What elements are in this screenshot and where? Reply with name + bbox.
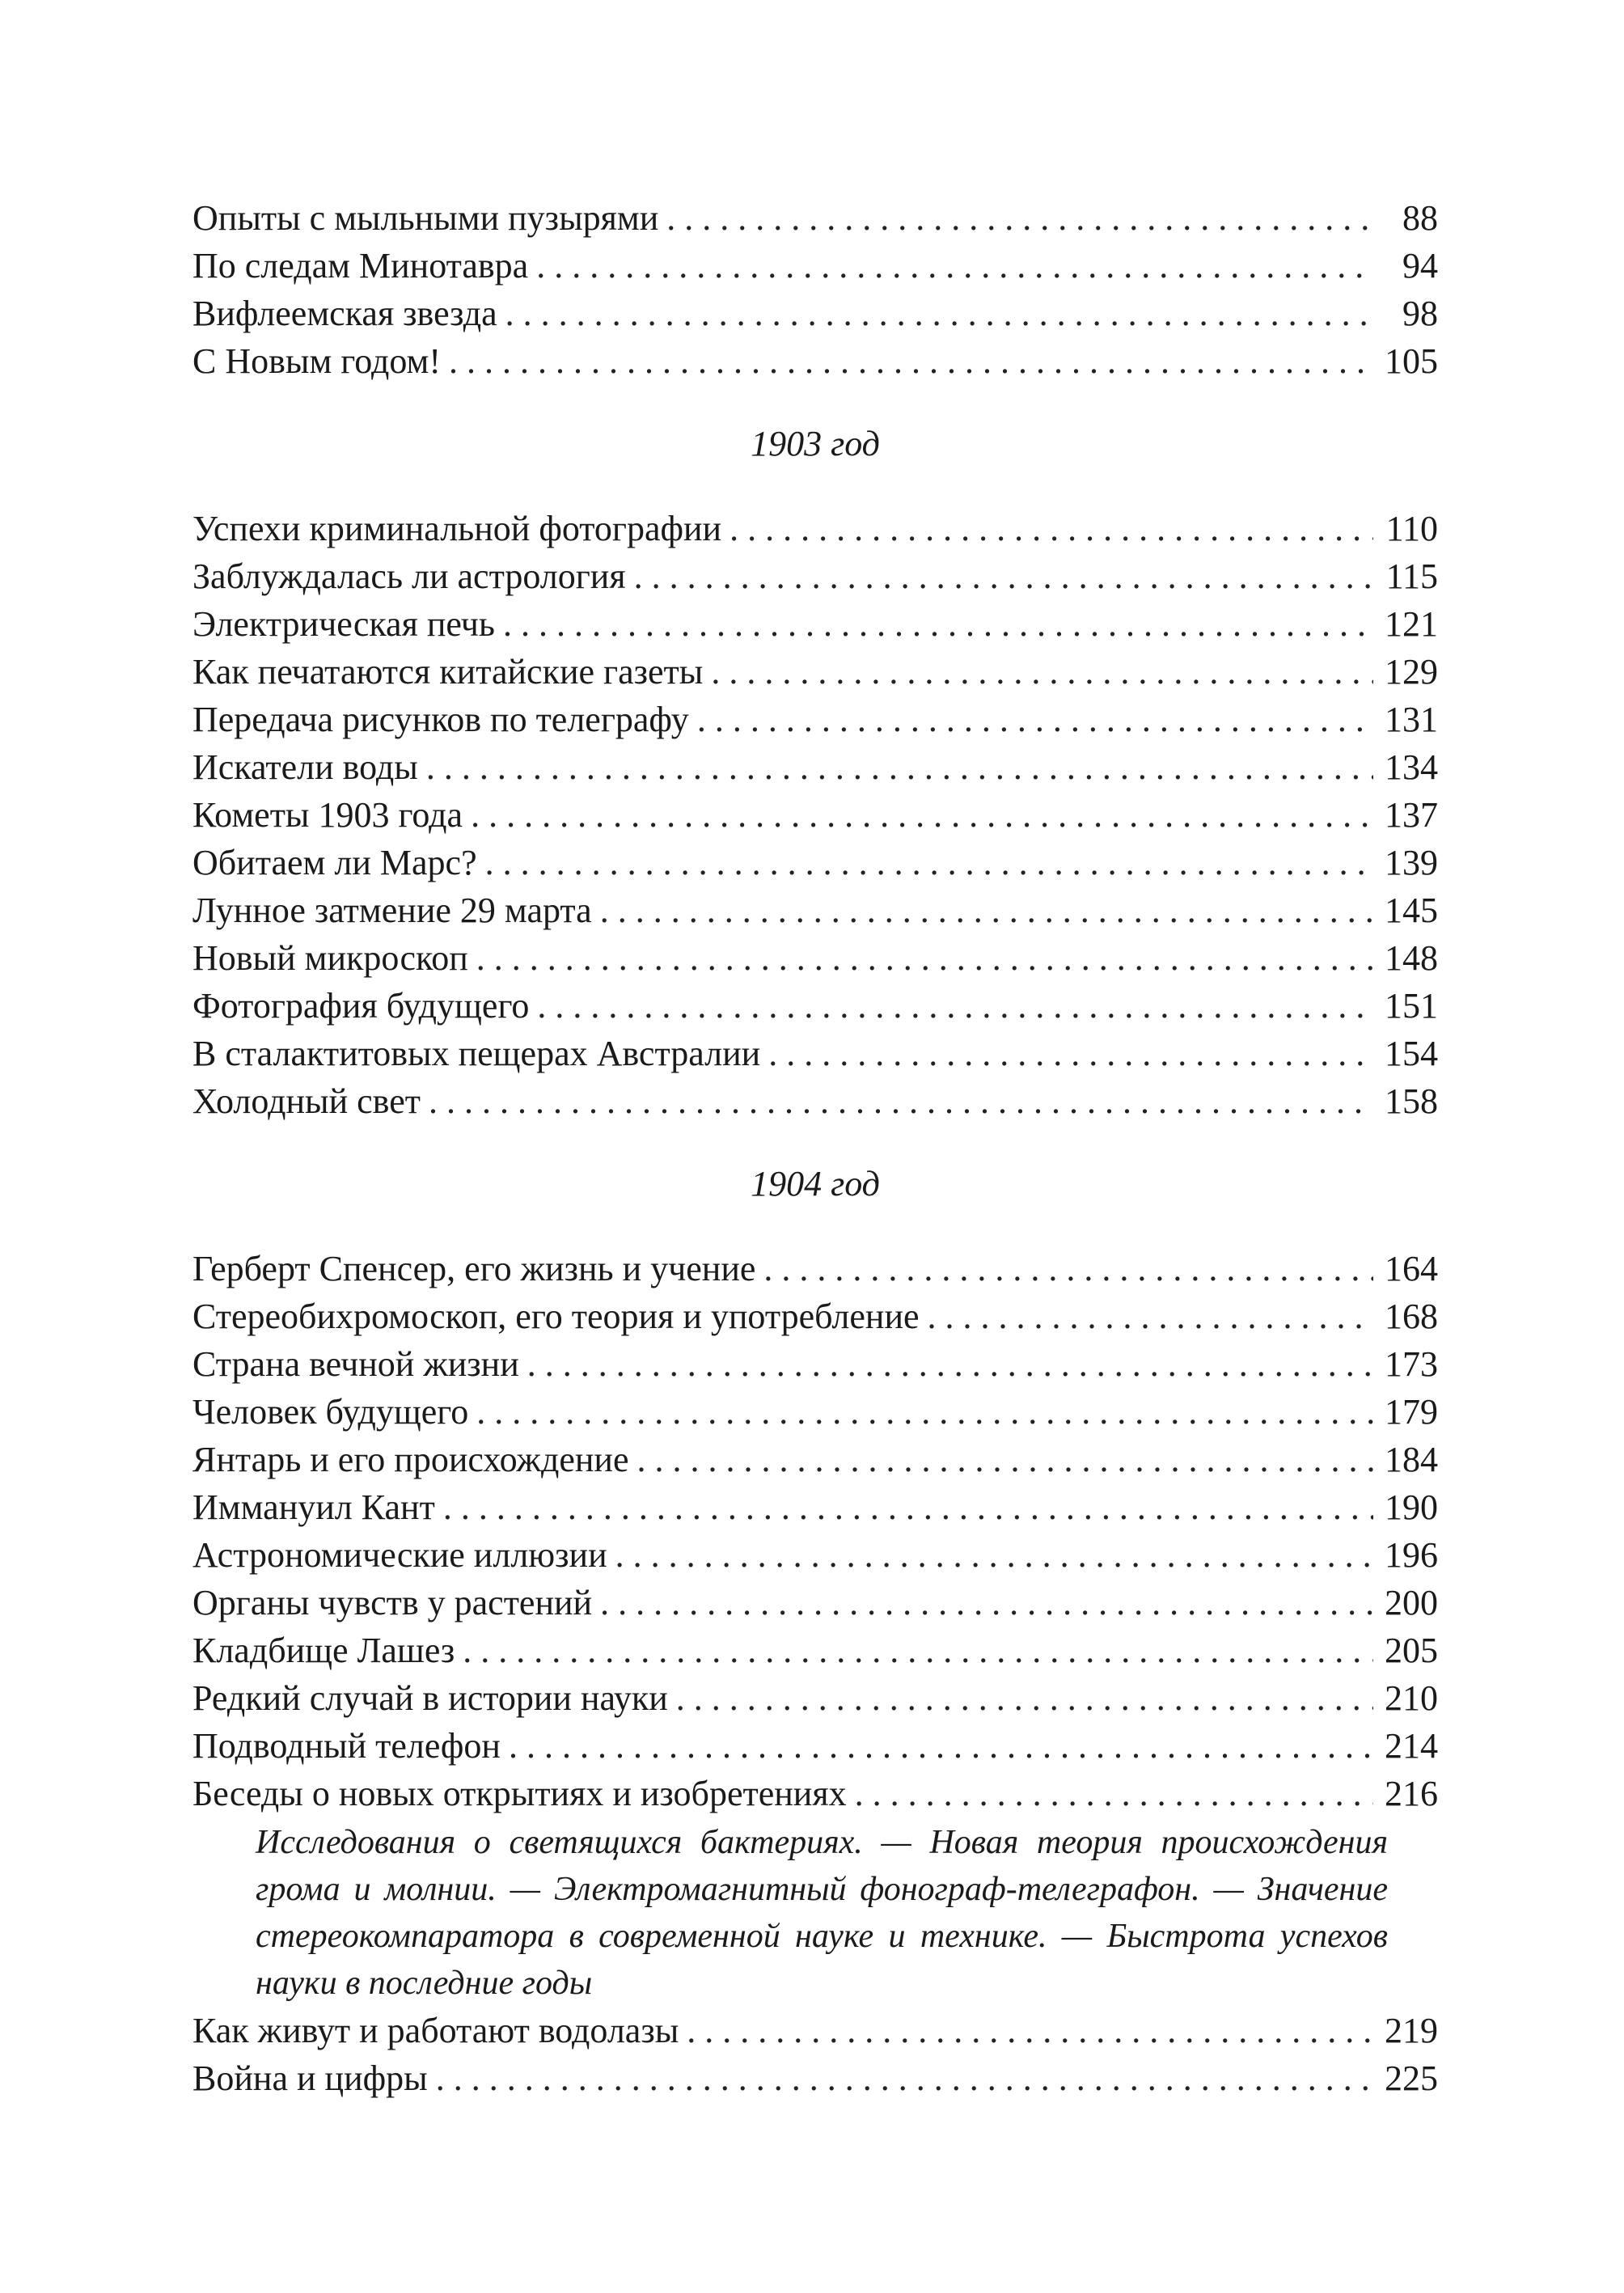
dot-leader [463, 1627, 1373, 1674]
toc-entry-title: Новый микроскоп [192, 938, 468, 978]
toc-entry[interactable] [192, 1770, 1438, 1817]
toc-entry[interactable] [192, 886, 1438, 934]
dot-leader [928, 1292, 1373, 1340]
toc-entry-page: 210 [1385, 1678, 1438, 1718]
dot-leader [503, 600, 1373, 648]
dot-leader [615, 1531, 1373, 1579]
dot-leader [536, 242, 1373, 290]
toc-entry-title: Фотография будущего [192, 986, 530, 1026]
toc-entry-title: Органы чувств у растений [192, 1583, 593, 1622]
toc-entry-page: 148 [1385, 938, 1438, 978]
dot-leader [730, 505, 1373, 552]
toc-entry-page: 205 [1385, 1631, 1438, 1670]
toc-entry-page: 173 [1385, 1344, 1438, 1384]
toc-entry[interactable] [192, 1388, 1438, 1436]
toc-entry-title: Астрономические иллюзии [192, 1535, 607, 1575]
dot-leader [476, 934, 1373, 982]
toc-entry-page: 151 [1385, 986, 1438, 1026]
toc-entry-title: Редкий случай в истории науки [192, 1678, 668, 1718]
dot-leader [763, 1245, 1373, 1292]
dot-leader [600, 1579, 1373, 1627]
toc-entry[interactable] [192, 1436, 1438, 1483]
toc-entry-title: Как живут и работают водолазы [192, 2011, 679, 2050]
toc-entry-page: 121 [1385, 604, 1438, 644]
toc-entry-page: 168 [1385, 1297, 1438, 1336]
toc-entry[interactable] [192, 1531, 1438, 1579]
toc-entry-title: Человек будущего [192, 1392, 469, 1432]
section-heading-1903: 1903 год [751, 424, 880, 463]
dot-leader [697, 696, 1373, 743]
toc-entry[interactable] [192, 1340, 1438, 1388]
dot-leader [768, 1030, 1373, 1077]
toc-entry-page: 131 [1385, 700, 1438, 739]
dot-leader [505, 290, 1373, 337]
toc-entry[interactable] [192, 1292, 1438, 1340]
toc-entry-page: 98 [1402, 294, 1438, 333]
toc-entry[interactable] [192, 337, 1438, 385]
toc-entry-title: Передача рисунков по телеграфу [192, 700, 689, 739]
toc-entry-page: 139 [1385, 843, 1438, 882]
toc-entry-title: С Новым годом! [192, 341, 442, 381]
dot-leader [637, 1436, 1374, 1483]
toc-entry-title: Лунное затмение 29 марта [192, 891, 592, 930]
toc-entry-title: Янтарь и его происхождение [192, 1440, 629, 1479]
dot-leader [855, 1770, 1373, 1817]
toc-entry[interactable] [192, 982, 1438, 1030]
dot-leader [509, 1722, 1373, 1770]
dot-leader [426, 743, 1373, 791]
toc-entry-page: 115 [1385, 556, 1438, 596]
toc-entry-title: Страна вечной жизни [192, 1344, 519, 1384]
toc-entry[interactable] [192, 1674, 1438, 1722]
toc-entry-page: 94 [1402, 246, 1438, 286]
toc-entry-page: 164 [1385, 1249, 1438, 1288]
toc-entry[interactable] [192, 600, 1438, 648]
dot-leader [476, 1388, 1373, 1436]
toc-entry-title: Обитаем ли Марс? [192, 843, 477, 882]
toc-entry-title: Искатели воды [192, 747, 418, 787]
dot-leader [471, 791, 1373, 839]
toc-entry[interactable] [192, 1627, 1438, 1674]
dot-leader [527, 1340, 1373, 1388]
dot-leader [429, 1077, 1373, 1125]
toc-entry[interactable] [192, 1245, 1438, 1292]
dot-leader [666, 194, 1373, 242]
dot-leader [443, 1483, 1373, 1531]
toc-entry-page: 88 [1402, 198, 1438, 238]
toc-entry[interactable] [192, 194, 1438, 242]
section-heading-1904: 1904 год [751, 1164, 880, 1204]
toc-entry-title: Вифлеемская звезда [192, 294, 497, 333]
toc-entry-page: 134 [1385, 747, 1438, 787]
toc-entry-title: Беседы о новых открытиях и изобретениях [192, 1774, 847, 1813]
toc-entry-page: 216 [1385, 1774, 1438, 1813]
toc-entry[interactable] [192, 839, 1438, 886]
toc-entry-page: 110 [1385, 509, 1438, 548]
dot-leader [537, 982, 1373, 1030]
toc-entry-page: 137 [1385, 795, 1438, 835]
table-of-contents [192, 194, 1438, 2102]
toc-entry[interactable] [192, 552, 1438, 600]
toc-entry-title: Заблуждалась ли астрология [192, 556, 626, 596]
dot-leader [634, 552, 1373, 600]
toc-entry-page: 129 [1385, 652, 1438, 692]
dot-leader [600, 886, 1373, 934]
toc-entry-title: Герберт Спенсер, его жизнь и учение [192, 1249, 756, 1288]
toc-entry-page: 179 [1385, 1392, 1438, 1432]
toc-entry-title: Кладбище Лашез [192, 1631, 455, 1670]
toc-entry[interactable] [192, 1579, 1438, 1627]
toc-entry[interactable] [192, 1722, 1438, 1770]
toc-entry-title: Война и цифры [192, 2058, 428, 2098]
toc-entry-page: 105 [1385, 341, 1438, 381]
toc-entry-page: 219 [1385, 2011, 1438, 2050]
toc-entry-subtopics: Исследования о светящихся бактериях. — Новая теория происхождения грома и молнии. — Электромагнитный фонограф-телеграфон. — Значение стереокомпаратора в современной науке и технике. — Быстрота успехов науки в последние годы [256, 1824, 1388, 2002]
toc-entry-page: 145 [1385, 891, 1438, 930]
dot-leader [436, 2054, 1373, 2102]
toc-entry-page: 225 [1385, 2058, 1438, 2098]
toc-section [192, 1245, 1438, 2102]
toc-entry-title: Опыты с мыльными пузырями [192, 198, 659, 238]
toc-entry-title: По следам Минотавра [192, 246, 529, 286]
toc-entry[interactable] [192, 648, 1438, 696]
toc-entry[interactable] [192, 2054, 1438, 2102]
toc-entry-page: 196 [1385, 1535, 1438, 1575]
toc-entry-page: 190 [1385, 1487, 1438, 1527]
toc-entry-title: Успехи криминальной фотографии [192, 509, 722, 548]
toc-entry-title: Кометы 1903 года [192, 795, 463, 835]
toc-entry-page: 200 [1385, 1583, 1438, 1622]
toc-entry-title: Электрическая печь [192, 604, 495, 644]
toc-entry[interactable] [192, 1483, 1438, 1531]
toc-entry[interactable] [192, 2007, 1438, 2054]
toc-entry[interactable] [192, 1030, 1438, 1077]
toc-entry-title: Подводный телефон [192, 1726, 501, 1766]
dot-leader [687, 2007, 1373, 2054]
toc-section [192, 505, 1438, 1125]
toc-entry[interactable] [192, 505, 1438, 552]
dot-leader [485, 839, 1373, 886]
toc-entry-title: В сталактитовых пещерах Австралии [192, 1034, 761, 1073]
toc-entry[interactable] [192, 1077, 1438, 1125]
dot-leader [711, 648, 1373, 696]
toc-entry-title: Холодный свет [192, 1081, 421, 1121]
toc-entry[interactable] [192, 934, 1438, 982]
toc-entry[interactable] [192, 743, 1438, 791]
dot-leader [676, 1674, 1373, 1722]
toc-entry-page: 154 [1385, 1034, 1438, 1073]
toc-entry[interactable] [192, 791, 1438, 839]
toc-entry-title: Иммануил Кант [192, 1487, 435, 1527]
toc-entry-page: 214 [1385, 1726, 1438, 1766]
toc-entry[interactable] [192, 696, 1438, 743]
toc-entry-page: 184 [1385, 1440, 1438, 1479]
dot-leader [449, 337, 1373, 385]
toc-entry[interactable] [192, 242, 1438, 290]
toc-entry[interactable] [192, 290, 1438, 337]
toc-section [192, 194, 1438, 385]
toc-entry-title: Как печатаются китайские газеты [192, 652, 704, 692]
toc-entry-title: Стереобихромоскоп, его теория и употребление [192, 1297, 920, 1336]
toc-entry-page: 158 [1385, 1081, 1438, 1121]
